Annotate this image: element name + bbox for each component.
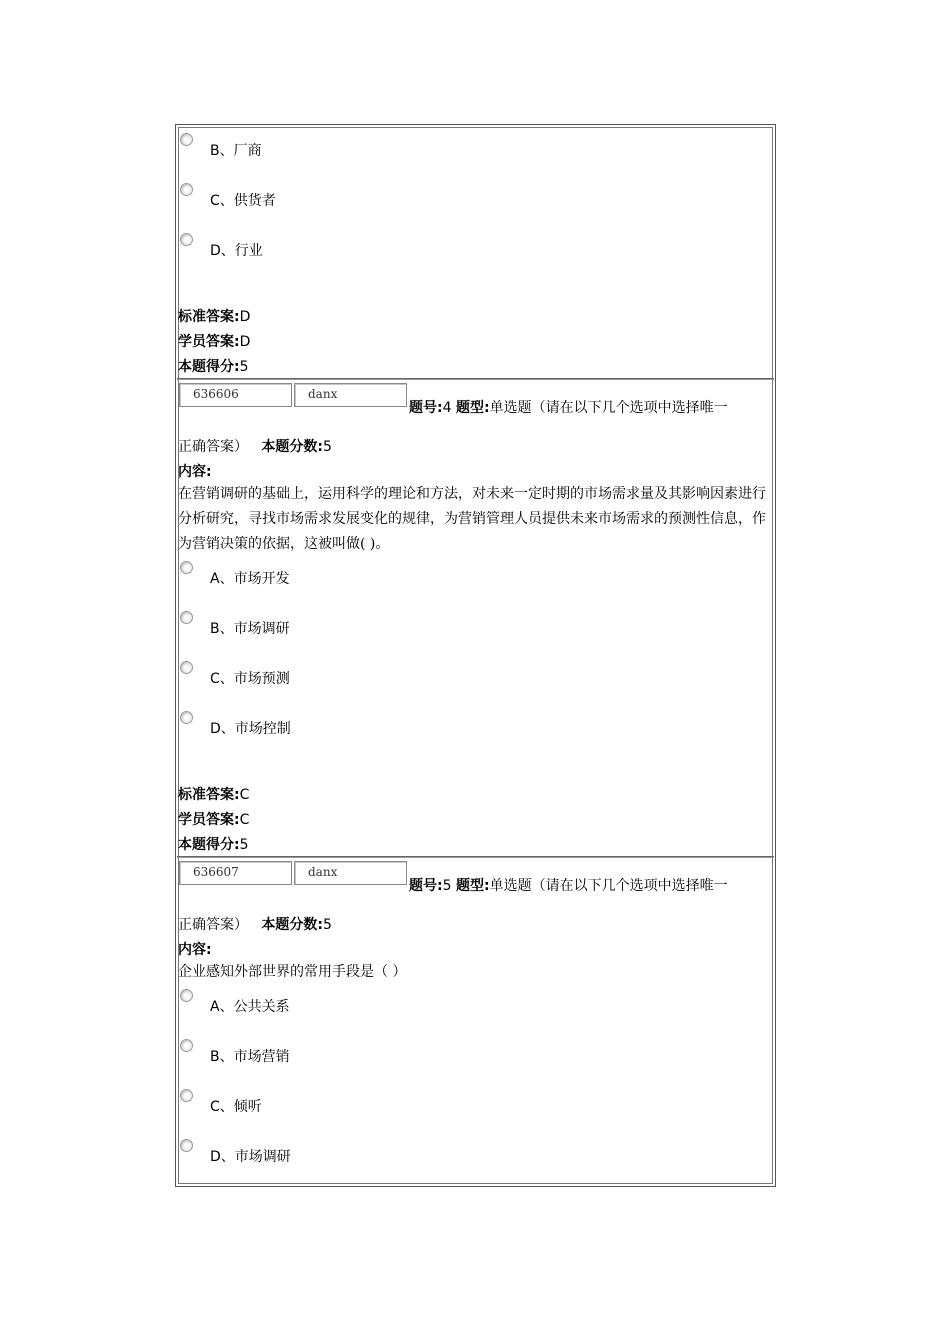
q5-option-b: B、市场营销 (210, 1049, 290, 1065)
q4-type-text: 单选题（请在以下几个选项中选择唯一 (489, 400, 728, 416)
separator (177, 378, 774, 380)
q3-option-c-radio[interactable] (180, 183, 193, 196)
q5-type-label: 题型: (455, 878, 490, 894)
q4-header-cont (178, 436, 332, 456)
q5-id-field: 636607 (179, 861, 292, 885)
q5-option-c-radio[interactable] (180, 1089, 193, 1102)
question-panel-inner-border (178, 127, 773, 1184)
q4-content: 在营销调研的基础上，运用科学的理论和方法，对未来一定时期的市场需求量及其影响因素进行分析研究，寻找市场需求发展变化的规律，为营销管理人员提供未来市场需求的预测性信息，作为营销决策的依据，这被叫做( )。 (178, 486, 766, 552)
q4-type-text-cont: 正确答案） (178, 439, 248, 455)
q5-option-d-radio[interactable] (180, 1139, 193, 1152)
q5-option-d: D、市场调研 (210, 1149, 291, 1165)
q4-points-label: 本题分数: (261, 439, 323, 455)
q4-num-label: 题号: (409, 400, 443, 416)
q5-type-code-field: danx (294, 861, 407, 885)
q3-option-d-radio[interactable] (180, 233, 193, 246)
q5-type-text: 单选题（请在以下几个选项中选择唯一 (489, 878, 728, 894)
q3-student-answer (178, 331, 250, 351)
q3-option-d: D、行业 (210, 243, 263, 259)
q4-option-a-radio[interactable] (180, 561, 193, 574)
q4-num: 4 (442, 400, 452, 416)
std-answer-label: 标准答案: (178, 309, 240, 325)
stu-answer-label: 学员答案: (178, 812, 240, 828)
q4-content-label: 内容: (178, 464, 212, 480)
score-label: 本题得分: (178, 359, 240, 375)
q5-content-label: 内容: (178, 942, 212, 958)
q4-id-field: 636606 (179, 383, 292, 407)
q5-points: 5 (322, 917, 332, 933)
std-answer-value: C (239, 787, 250, 803)
std-answer-value: D (239, 309, 251, 325)
q4-standard-answer (178, 784, 249, 804)
stu-answer-value: D (239, 334, 251, 350)
q3-standard-answer (178, 306, 250, 326)
q5-num-label: 题号: (409, 878, 443, 894)
q5-header (409, 875, 728, 895)
score-value: 5 (239, 837, 249, 853)
q4-points: 5 (322, 439, 332, 455)
q3-option-c: C、供货者 (210, 193, 276, 209)
q4-option-d: D、市场控制 (210, 721, 291, 737)
q3-option-b-radio[interactable] (180, 133, 193, 146)
q4-option-a: A、市场开发 (210, 571, 290, 587)
stu-answer-label: 学员答案: (178, 334, 240, 350)
q3-option-b: B、厂商 (210, 143, 262, 159)
q5-option-b-radio[interactable] (180, 1039, 193, 1052)
q4-option-b-radio[interactable] (180, 611, 193, 624)
q4-option-d-radio[interactable] (180, 711, 193, 724)
q5-type-text-cont: 正确答案） (178, 917, 248, 933)
q5-num: 5 (442, 878, 452, 894)
q4-header (409, 397, 728, 417)
q4-score (178, 834, 249, 854)
q4-option-c-radio[interactable] (180, 661, 193, 674)
q4-student-answer (178, 809, 249, 829)
q4-type-code-field: danx (294, 383, 407, 407)
q5-content: 企业感知外部世界的常用手段是（ ） (178, 964, 407, 980)
q4-option-b: B、市场调研 (210, 621, 290, 637)
score-label: 本题得分: (178, 837, 240, 853)
q5-option-a: A、公共关系 (210, 999, 290, 1015)
q5-header-cont (178, 914, 332, 934)
q4-type-label: 题型: (455, 400, 490, 416)
q4-option-c: C、市场预测 (210, 671, 290, 687)
q5-option-c: C、倾听 (210, 1099, 262, 1115)
std-answer-label: 标准答案: (178, 787, 240, 803)
score-value: 5 (239, 359, 249, 375)
stu-answer-value: C (239, 812, 250, 828)
q3-score (178, 356, 249, 376)
question-panel (175, 124, 776, 1187)
q5-option-a-radio[interactable] (180, 989, 193, 1002)
separator (177, 856, 774, 858)
q5-points-label: 本题分数: (261, 917, 323, 933)
